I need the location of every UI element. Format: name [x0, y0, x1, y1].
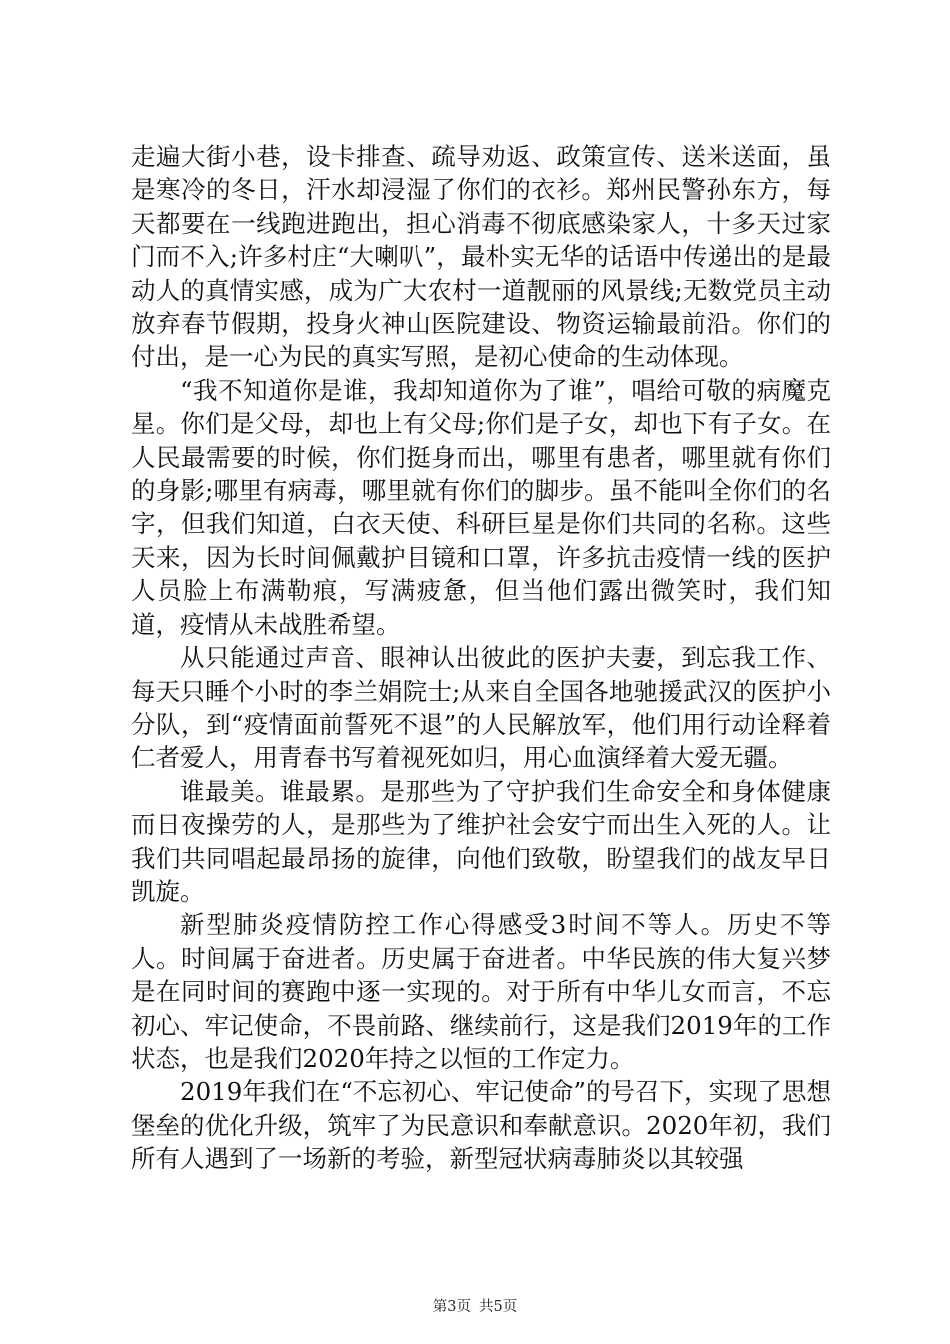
paragraph: “我不知道你是谁，我却知道你为了谁”，唱给可敬的病魔克星。你们是父母，却也上有父母;你们是子女，却也下有子女。在人民最需要的时候，你们挺身而出，哪里有患者，哪里就有你们的身影;哪里有病毒，哪里就有你们的脚步。虽不能叫全你们的名字，但我们知道，白衣天使、科研巨星是你们共同的名称。这些天来，因为长时间佩戴护目镜和口罩，许多抗击疫情一线的医护人员脸上布满勒痕，写满疲惫，但当他们露出微笑时，我们知道，疫情从未战胜希望。 [131, 375, 831, 639]
page-number: 第3页 [432, 1299, 471, 1315]
page-total: 共5页 [479, 1299, 518, 1315]
paragraph: 谁最美。谁最累。是那些为了守护我们生命安全和身体健康而日夜操劳的人，是那些为了维护社会安宁而出生入死的人。让我们共同唱起最昂扬的旋律，向他们致敬，盼望我们的战友早日凯旋。 [131, 776, 831, 906]
document-body [131, 140, 831, 1176]
paragraph: 走遍大街小巷，设卡排查、疏导劝返、政策宣传、送米送面，虽是寒冷的冬日，汗水却浸湿了你们的衣衫。郑州民警孙东方，每天都要在一线跑进跑出，担心消毒不彻底感染家人，十多天过家门而不入;许多村庄“大喇叭”，最朴实无华的话语中传递出的是最动人的真情实感，成为广大农村一道靓丽的风景线;无数党员主动放弃春节假期，投身火神山医院建设、物资运输最前沿。你们的付出，是一心为民的真实写照，是初心使命的生动体现。 [131, 142, 831, 372]
page-footer [0, 1295, 950, 1316]
paragraph: 新型肺炎疫情防控工作心得感受3时间不等人。历史不等人。时间属于奋进者。历史属于奋进者。中华民族的伟大复兴梦是在同时间的赛跑中逐一实现的。对于所有中华儿女而言，不忘初心、牢记使命，不畏前路、继续前行，这是我们2019年的工作状态，也是我们2020年持之以恒的工作定力。 [131, 910, 831, 1073]
paragraph: 从只能通过声音、眼神认出彼此的医护夫妻，到忘我工作、每天只睡个小时的李兰娟院士;从来自全国各地驰援武汉的医护小分队，到“疫情面前誓死不退”的人民解放军，他们用行动诠释着仁者爱人，用青春书写着视死如归，用心血演绎着大爱无疆。 [131, 643, 831, 773]
paragraph: 2019年我们在“不忘初心、牢记使命”的号召下，实现了思想堡垒的优化升级，筑牢了为民意识和奉献意识。2020年初，我们所有人遇到了一场新的考验，新型冠状病毒肺炎以其较强 [131, 1077, 831, 1174]
